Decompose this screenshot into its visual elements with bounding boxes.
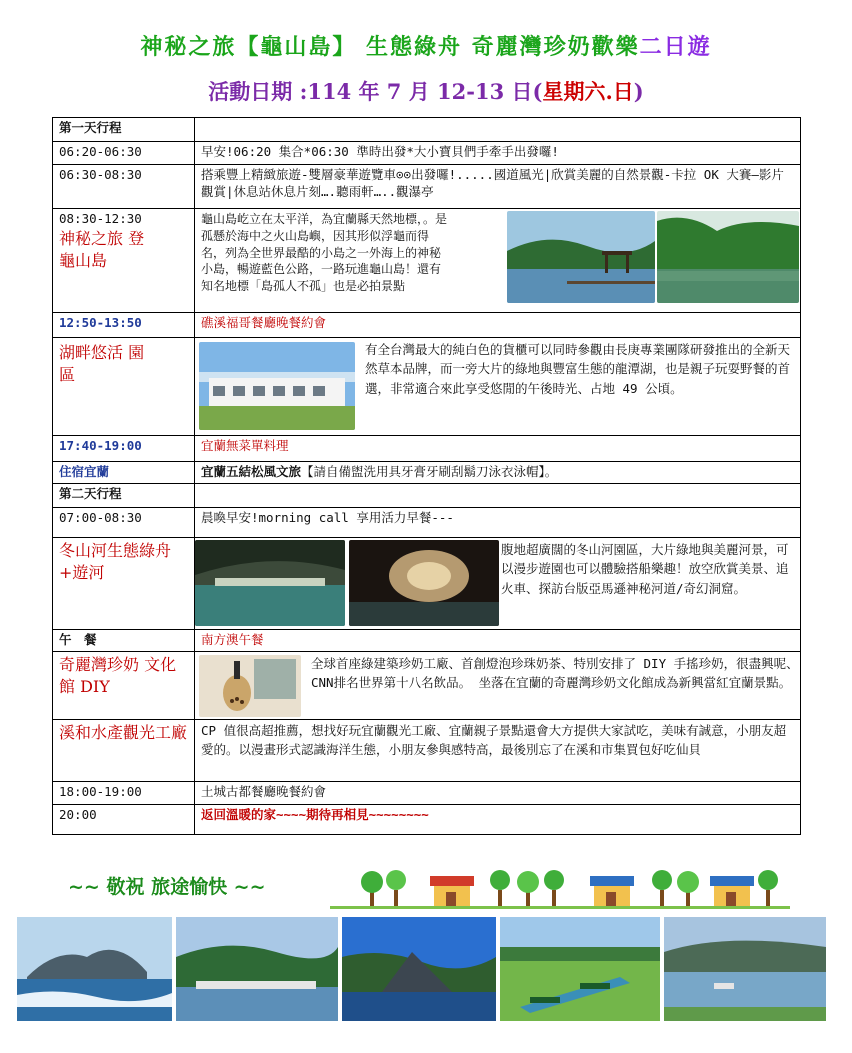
table-row [53,209,801,313]
milk-tea-factory-photo [199,655,301,717]
row-time: 12:50-13:50 [53,313,195,338]
row-place: 奇麗灣珍奶 文化館 DIY [59,655,177,697]
table-row [53,338,801,436]
table-row [53,782,801,805]
row-place: 冬山河生態綠舟+遊河 [59,541,172,583]
date-suffix: ) [633,79,644,104]
day1-heading: 第一天行程 [53,118,195,142]
table-row [53,630,801,652]
row-text: 搭乘豐上精緻旅遊-雙層豪華遊覽車⊙⊙出發囉!.....國道風光|欣賞美麗的自然景觀-卡拉 OK 大賽—影片觀賞|休息站休息片刻….聽雨軒…..觀瀑亭 [195,165,801,209]
table-row [53,720,801,782]
row-time: 18:00-19:00 [53,782,195,805]
row-text: 龜山島屹立在太平洋，為宜蘭縣天然地標，。是孤懸於海中之火山島嶼，因其形似浮龜而得名，列為全世界最酷的小島之一外海上的神秘小島，暢遊藍色公路，一路玩進龜山島！還有知名地標「島孤人不孤」也是必拍景點 [201,212,448,294]
table-row [53,142,801,165]
page-title [0,30,852,61]
row-time: 17:40-19:00 [53,436,195,462]
table-row [53,652,801,720]
title-highlight: 二日遊 [639,34,712,60]
farewell-wish: ~~ 敬祝 旅途愉快 ~~ [68,876,266,898]
grotto-photo [349,540,499,626]
harbor-photo [176,917,338,1021]
turtle-island-photo [17,917,172,1021]
row-place: 湖畔悠活 園區 [59,343,145,385]
activity-date [0,76,852,106]
table-row [53,436,801,462]
row-text: 早安!06:20 集合*06:30 準時出發*大小寶貝們手牽手出發囉! [195,142,801,165]
lodging-label: 住宿宜蘭 [53,462,195,484]
museum-photo [342,917,496,1021]
river-boats-photo [500,917,660,1021]
table-row [53,508,801,538]
title-main: 神秘之旅【龜山島】 生態綠舟 奇麗灣珍奶歡樂 [140,34,640,60]
date-prefix: 活動日期 :114 年 7 月 12-13 日( [208,79,543,104]
row-text: 宜蘭無菜單料理 [195,436,801,462]
row-text: 腹地超廣闊的冬山河園區，大片綠地與美麗河景，可以漫步遊園也可以體驗搭船樂趣！放空欣賞美景、追火車、探訪台版亞馬遜神秘河道/奇幻洞窟。 [501,542,789,596]
lunch-label: 午 餐 [53,630,195,652]
mountain-lake-photo [657,211,799,303]
table-row [53,313,801,338]
table-row [53,165,801,209]
row-text: 南方澳午餐 [195,630,801,652]
row-text: CP 值很高超推薦，想找好玩宜蘭觀光工廠、宜蘭親子景點還會大方提供大家試吃，美味有誠意，小朋友超愛的。以漫畫形式認識海洋生態，小朋友參與感特高，最後別忘了在溪和市集買包好吃仙貝 [195,720,801,782]
itinerary-table [52,117,801,835]
table-row [53,538,801,630]
row-place: 溪和水產觀光工廠 [59,723,188,742]
river-cave-photo [195,540,345,626]
row-text: 土城古都餐廳晚餐約會 [195,782,801,805]
row-time: 06:20-06:30 [53,142,195,165]
day2-heading: 第二天行程 [53,484,195,508]
white-container-park-photo [199,342,355,430]
trees-houses-decoration [330,862,790,912]
table-row [53,118,801,142]
row-text: 礁溪福哥餐廳晚餐約會 [195,313,801,338]
row-time: 08:30-12:30 [59,211,142,226]
date-weekday: 星期六.日 [542,79,634,104]
row-text: 【請自備盥洗用具牙膏牙刷刮鬍刀泳衣泳帽】。 [301,464,558,479]
lake-pavilion-photo [507,211,655,303]
table-row [53,805,801,835]
row-time: 06:30-08:30 [53,165,195,209]
hotel-name: 宜蘭五結松風文旅 [201,464,302,479]
row-time: 20:00 [53,805,195,835]
row-time: 07:00-08:30 [53,508,195,538]
table-row [53,484,801,508]
lake-village-photo [664,917,826,1021]
row-text: 全球首座綠建築珍奶工廠、首創燈泡珍珠奶茶、特別安排了 DIY 手搖珍奶，很盡興呢、CNN排名世界第十八名飲品。 坐落在宜蘭的奇麗灣珍奶文化館成為新興當紅宜蘭景點。 [311,656,799,691]
row-text: 有全台灣最大的純白色的貨櫃可以同時參觀由長庚專業團隊研發推出的全新天然草本品牌，而一旁大片的綠地與豐富生態的龍潭湖，也是親子玩耍野餐的首選，非常適合來此享受悠閒的午後時光、占地 49 公頃。 [365,342,791,396]
row-place: 神秘之旅 登龜山島 [59,228,145,271]
row-text: 晨喚早安!morning call 享用活力早餐--- [195,508,801,538]
table-row [53,462,801,484]
row-text: 返回溫暖的家~~~~期待再相見~~~~~~~~ [195,805,801,835]
